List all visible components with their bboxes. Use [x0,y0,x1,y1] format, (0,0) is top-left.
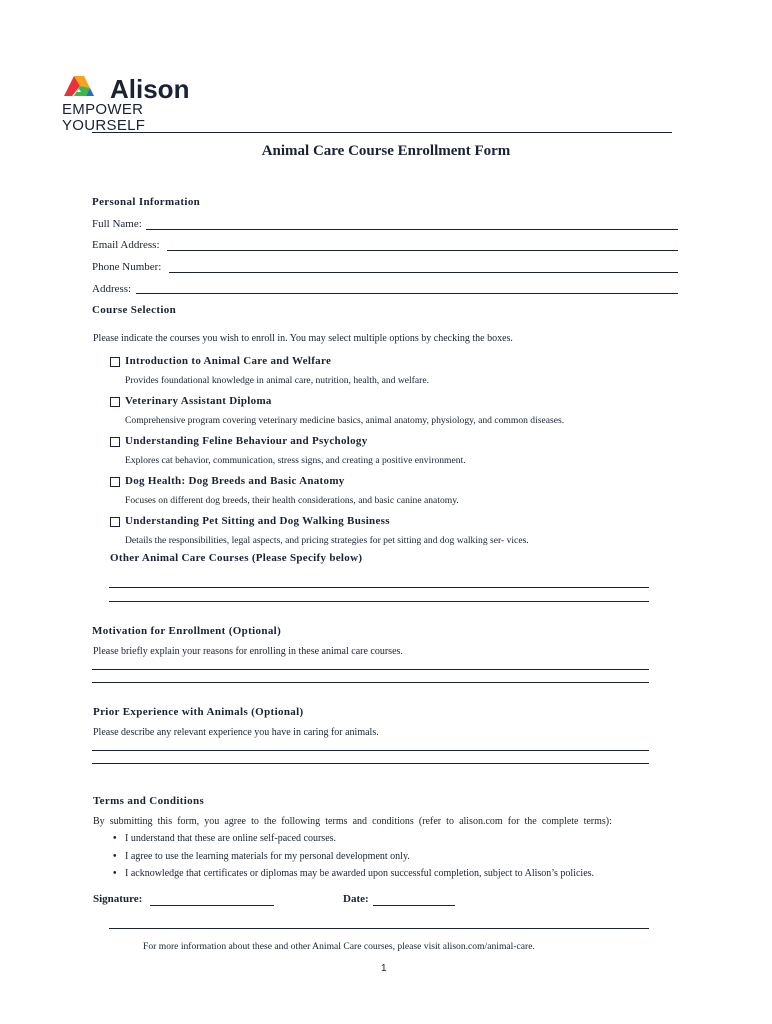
header-rule [92,132,672,133]
full-name-field[interactable] [146,229,678,230]
course-checkbox-1[interactable] [110,357,120,367]
course-title-2: Veterinary Assistant Diploma [125,395,272,407]
date-field[interactable] [373,905,455,906]
svg-text:Alison: Alison [110,74,190,104]
course-title-5: Understanding Pet Sitting and Dog Walking Business [125,515,390,527]
email-field[interactable] [167,250,678,251]
experience-line-1[interactable] [92,750,649,751]
signature-label: Signature: [93,893,143,905]
address-label: Address: [92,283,132,295]
page-number: 1 [381,963,387,974]
motivation-prompt: Please briefly explain your reasons for enrolling in these animal care courses. [93,646,403,657]
terms-intro: By submitting this form, you agree to the following terms and conditions (refer to alison.com for the complete terms): [93,816,612,827]
experience-prompt: Please describe any relevant experience you have in caring for animals. [93,727,379,738]
course-desc-1: Provides foundational knowledge in animal care, nutrition, health, and welfare. [125,375,429,386]
email-label: Email Address: [92,239,160,251]
course-title-3: Understanding Feline Behaviour and Psychology [125,435,368,447]
address-field[interactable] [136,293,678,294]
course-checkbox-2[interactable] [110,397,120,407]
signature-field[interactable] [150,905,274,906]
footer-info: For more information about these and other Animal Care courses, please visit alison.com/animal-care. [143,941,535,952]
experience-heading: Prior Experience with Animals (Optional) [93,706,304,718]
personal-info-heading: Personal Information [92,196,201,208]
form-title: Animal Care Course Enrollment Form [261,143,511,159]
footer-rule [109,928,649,929]
brand-tagline: EMPOWER [62,101,144,118]
motivation-heading: Motivation for Enrollment (Optional) [92,625,282,637]
terms-bullet-3: • I acknowledge that certificates or diplomas may be awarded upon successful completion, subject to Alison’s policies. [125,868,594,879]
course-desc-4: Focuses on different dog breeds, their health considerations, and basic canine anatomy. [125,495,459,506]
phone-field[interactable] [169,272,678,273]
course-checkbox-5[interactable] [110,517,120,527]
course-title-1: Introduction to Animal Care and Welfare [125,355,332,367]
other-courses-label: Other Animal Care Courses (Please Specify below) [110,552,363,564]
terms-heading: Terms and Conditions [93,795,205,807]
other-courses-line-2[interactable] [109,601,649,602]
course-checkbox-4[interactable] [110,477,120,487]
brand-tagline-cropped: YOURSELF [62,117,146,134]
other-courses-line-1[interactable] [109,587,649,588]
terms-bullet-2: • I agree to use the learning materials for my personal development only. [125,851,410,862]
phone-label: Phone Number: [92,261,162,273]
experience-line-2[interactable] [92,763,649,764]
motivation-line-1[interactable] [92,669,649,670]
terms-bullet-1: • I understand that these are online self-paced courses. [125,833,336,844]
course-checkbox-3[interactable] [110,437,120,447]
course-desc-3: Explores cat behavior, communication, stress signs, and creating a positive environment. [125,455,466,466]
full-name-label: Full Name: [92,218,142,230]
motivation-line-2[interactable] [92,682,649,683]
course-desc-5: Details the responsibilities, legal aspects, and pricing strategies for pet sitting and dog walking ser- vices. [125,535,529,546]
course-selection-intro: Please indicate the courses you wish to enroll in. You may select multiple options by checking the boxes. [93,333,513,344]
course-title-4: Dog Health: Dog Breeds and Basic Anatomy [125,475,345,487]
course-selection-heading: Course Selection [92,304,177,316]
date-label: Date: [343,893,369,905]
course-desc-2: Comprehensive program covering veterinary medicine basics, animal anatomy, physiology, and common diseases. [125,415,565,426]
